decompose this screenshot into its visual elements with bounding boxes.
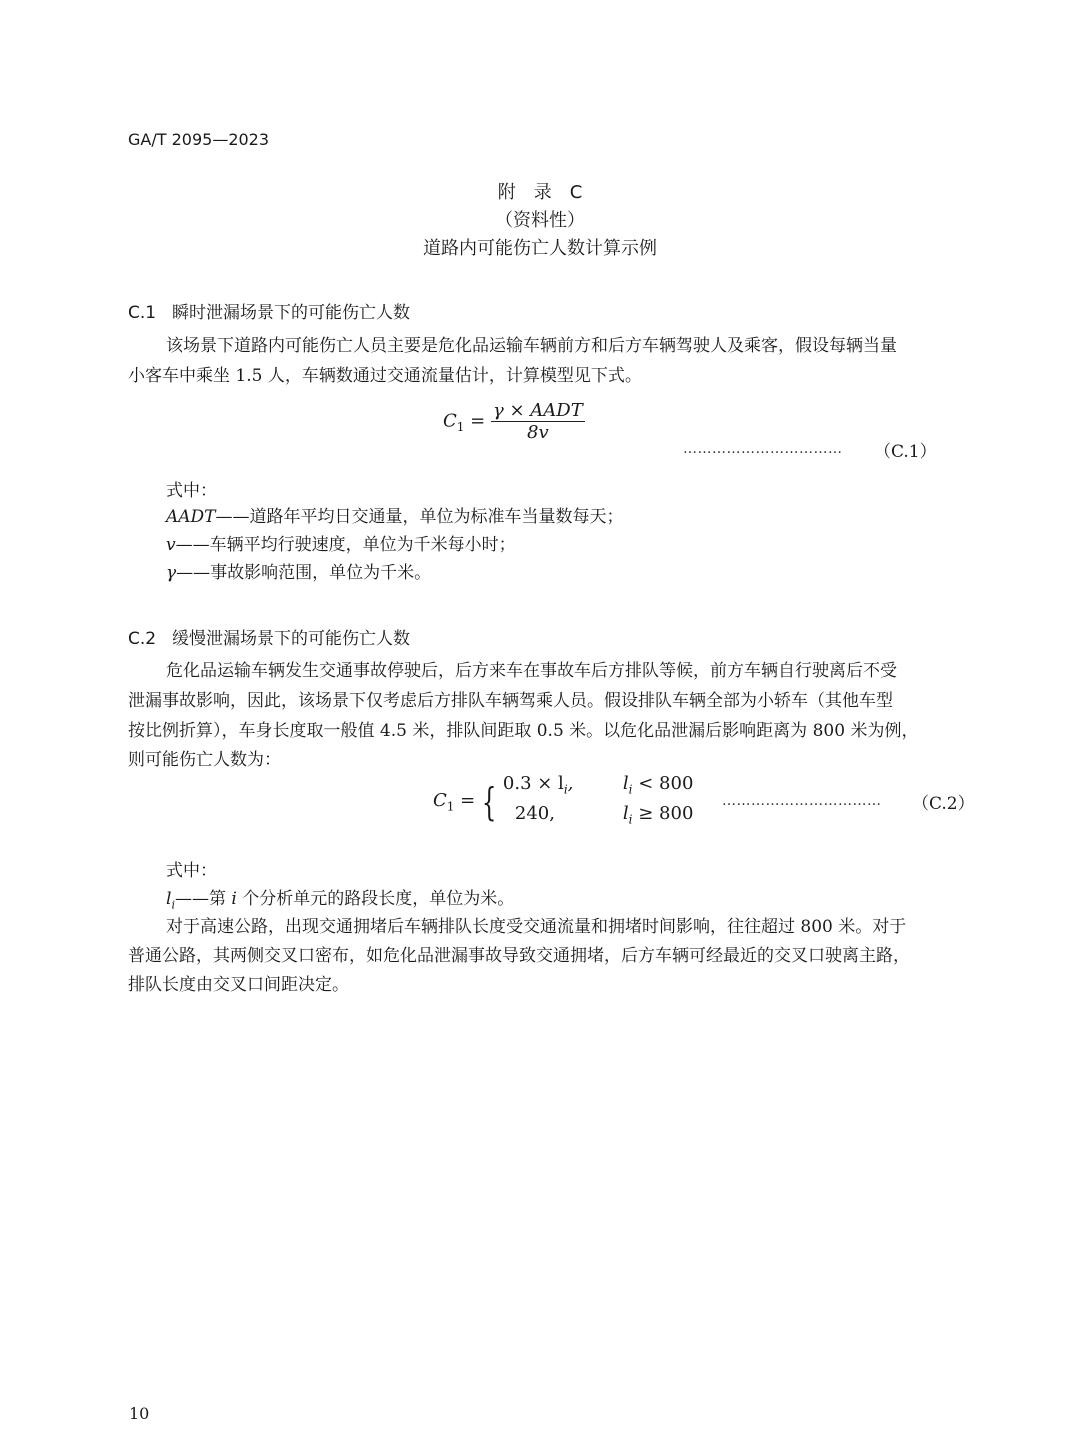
formula-fraction: [491, 400, 585, 443]
definition-symbol-subscript: i: [171, 898, 175, 912]
formula-lhs-subscript: 1: [446, 799, 455, 814]
definition-text: ——事故影响范围，单位为千米。: [176, 563, 432, 583]
case-comma: ,: [567, 773, 574, 794]
c2-definition-li: [166, 884, 514, 911]
definition-symbol: l: [166, 889, 172, 909]
definition-text-pre: ——第: [174, 889, 232, 909]
section-title: 缓慢泄漏场景下的可能伤亡人数: [172, 629, 410, 649]
definition-text: ——道路年平均日交通量，单位为标准车当量数每天；: [215, 507, 624, 527]
formula-denominator: 8v: [527, 422, 549, 443]
case-condition-subscript: i: [628, 782, 633, 797]
appendix-nature: （资料性）: [495, 210, 585, 231]
definition-index: i: [231, 889, 237, 909]
case-condition-var: l: [622, 773, 629, 794]
c2-paragraph2-line-1: 对于高速公路，出现交通拥堵后车辆排队长度受交通流量和拥堵时间影响，往往超过 800 米。对于: [166, 917, 907, 937]
page-number: 10: [129, 1404, 150, 1423]
formula-lhs: C: [443, 410, 457, 432]
formula-cases: [503, 772, 694, 831]
section-c2-heading: [128, 624, 410, 649]
formula-c1-number: （C.1）: [874, 442, 937, 462]
formula-brace: {: [481, 779, 497, 824]
c2-paragraph-line-4: 则可能伤亡人数为：: [128, 750, 281, 770]
section-title: 瞬时泄漏场景下的可能伤亡人数: [172, 303, 410, 323]
definition-symbol: AADT: [166, 507, 216, 527]
formula-equals: =: [460, 789, 476, 811]
c1-paragraph-line-2: 小客车中乘坐 1.5 人，车辆数通过交通流量估计，计算模型见下式。: [128, 366, 642, 386]
appendix-label: 附 录 C: [497, 182, 583, 203]
case-value: 240,: [514, 802, 555, 824]
definition-text-post: 个分析单元的路段长度，单位为米。: [236, 889, 515, 909]
c2-paragraph2-line-3: 排队长度由交叉口间距决定。: [128, 975, 349, 995]
c1-definition-aadt: [166, 502, 624, 527]
c2-paragraph-line-1: 危化品运输车辆发生交通事故停驶后，后方来车在事故车后方排队等候，前方车辆自行驶离后不受: [166, 661, 897, 681]
c2-paragraph-line-2: 泄漏事故影响，因此，该场景下仅考虑后方排队车辆驾乘人员。假设排队车辆全部为小轿车（其他车型: [128, 691, 893, 711]
formula-c1-leader-dots: ……………………………: [683, 441, 843, 457]
formula-equals: =: [470, 410, 486, 432]
standard-code: GA/T 2095—2023: [128, 130, 270, 149]
definition-symbol: γ: [166, 563, 177, 583]
section-number: C.2: [128, 629, 157, 649]
case-condition-var: l: [622, 802, 629, 824]
case-condition: ≥ 800: [632, 802, 694, 824]
case-value: 0.3 × l: [502, 773, 564, 794]
formula-c2-number: （C.2）: [912, 794, 975, 814]
case-condition: < 800: [632, 773, 694, 794]
c2-paragraph2-line-2: 普通公路，其两侧交叉口密布，如危化品泄漏事故导致交通拥堵，后方车辆可经最近的交叉口驶离主路，: [128, 946, 910, 966]
appendix-title: 道路内可能伤亡人数计算示例: [423, 238, 657, 259]
section-c1-heading: [128, 298, 410, 323]
c1-definition-gamma: [166, 558, 431, 583]
definition-text: ——车辆平均行驶速度，单位为千米每小时；: [175, 535, 516, 555]
c2-paragraph-line-3: 按比例折算），车身长度取一般值 4.5 米，排队间距取 0.5 米。以危化品泄漏后影响距离为 800 米为例，: [128, 721, 919, 741]
section-number: C.1: [128, 303, 157, 323]
formula-c1: [443, 400, 585, 443]
c1-paragraph-line-1: 该场景下道路内可能伤亡人员主要是危化品运输车辆前方和后方车辆驾驶人及乘客，假设每辆当量: [166, 336, 897, 356]
c1-where-label: 式中：: [166, 481, 217, 501]
case-value-subscript: i: [563, 782, 568, 797]
formula-c2: [433, 772, 693, 831]
formula-numerator: γ × AADT: [492, 400, 583, 421]
formula-lhs: C: [433, 789, 447, 811]
c1-definition-v: [166, 530, 516, 555]
case-condition-subscript: i: [628, 812, 633, 827]
c2-where-label: 式中：: [166, 861, 217, 881]
formula-lhs-subscript: 1: [456, 420, 465, 435]
definition-symbol: v: [166, 535, 176, 555]
formula-case-2: [503, 802, 694, 832]
formula-case-1: [503, 772, 694, 802]
formula-c2-leader-dots: ……………………………: [722, 793, 882, 809]
